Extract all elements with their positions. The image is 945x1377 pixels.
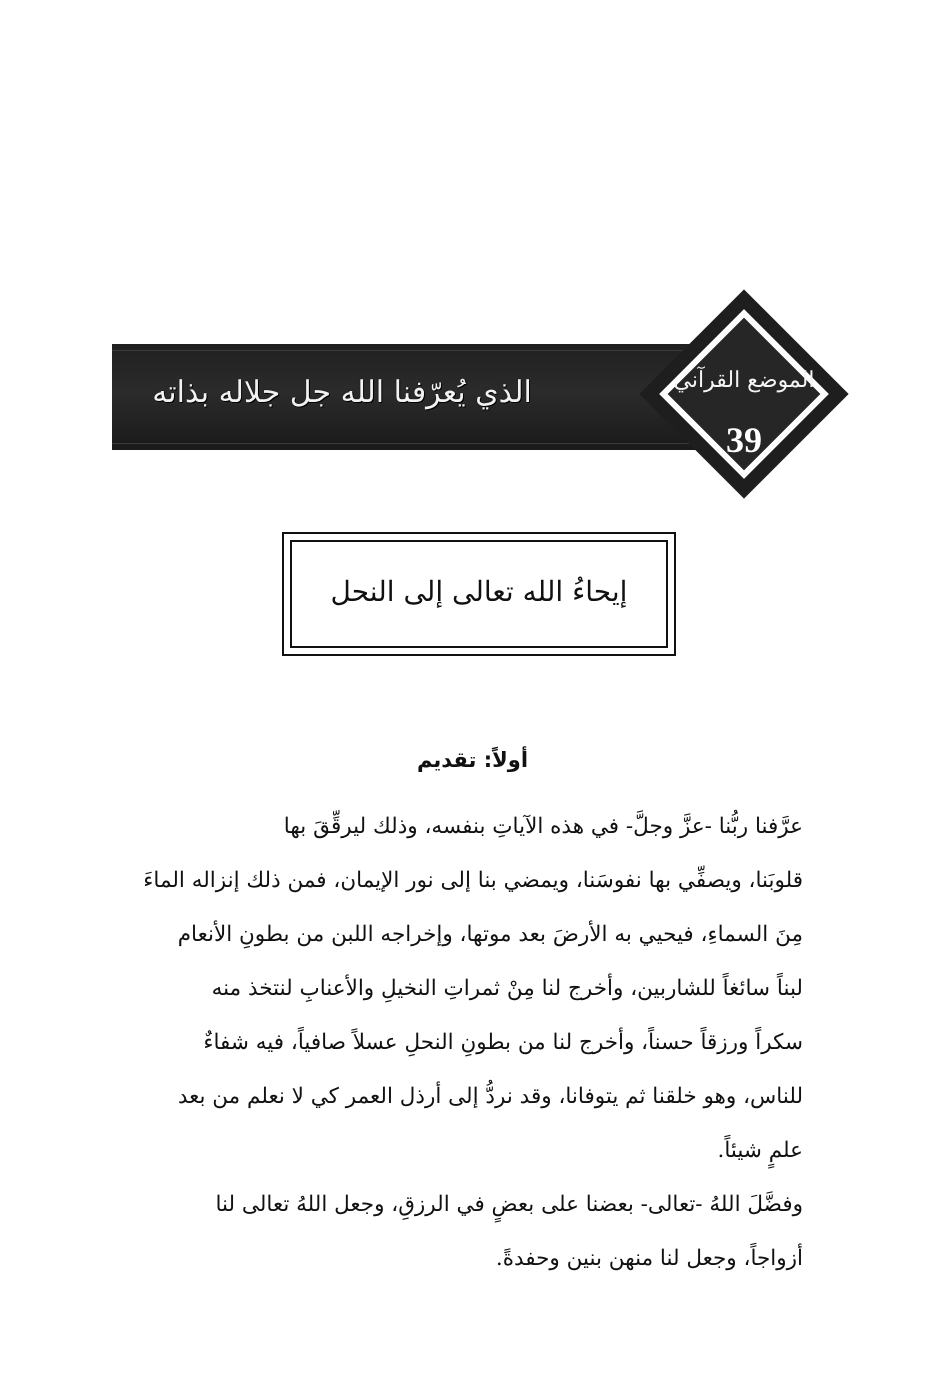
banner-title: الذي يُعرّفنا الله جل جلاله بذاته bbox=[152, 375, 532, 410]
paragraph-line: عرَّفنا ربُّنا -عزَّ وجلَّ- في هذه الآياتِ بنفسه، وذلك ليرقِّقَ بها bbox=[283, 814, 803, 839]
paragraph-line: لبناً سائغاً للشاربين، وأخرج لنا مِنْ ثمراتِ النخيلِ والأعنابِ لنتخذ منه bbox=[211, 976, 803, 1001]
title-box bbox=[282, 532, 676, 656]
paragraph-line: وفضَّلَ اللهُ -تعالى- بعضنا على بعضٍ في الرزقِ، وجعل اللهُ تعالى لنا bbox=[215, 1192, 803, 1217]
section-heading: أولاً: تقديم bbox=[416, 748, 529, 772]
paragraph-line: سكراً ورزقاً حسناً، وأخرج لنا من بطونِ النحلِ عسلاً صافياً، فيه شفاءٌ bbox=[203, 1030, 803, 1055]
paragraph-line: مِنَ السماءِ، فيحيي به الأرضَ بعد موتها، وإخراجه اللبن من بطونِ الأنعام bbox=[177, 922, 803, 947]
paragraph-line: علمٍ شيئاً. bbox=[717, 1138, 803, 1163]
paragraph-line: للناس، وهو خلقنا ثم يتوفانا، وقد نردُّ إلى أرذل العمر كي لا نعلم من بعد bbox=[177, 1084, 803, 1109]
paragraph-line: أزواجاً، وجعل لنا منهن بنين وحفدةً. bbox=[495, 1246, 803, 1271]
paragraph-second bbox=[113, 1178, 833, 1286]
chapter-badge bbox=[640, 290, 848, 498]
paragraph-intro bbox=[113, 800, 833, 1178]
paragraph-line: قلوبَنا، ويصفِّي بها نفوسَنا، ويمضي بنا إلى نور الإيمان، فمن ذلك إنزاله الماءَ bbox=[143, 868, 803, 893]
badge-number: 39 bbox=[726, 420, 762, 460]
header-banner bbox=[112, 344, 702, 450]
page-title: إيحاءُ الله تعالى إلى النحل bbox=[330, 575, 628, 608]
badge-label: الموضع القرآني bbox=[673, 368, 815, 393]
